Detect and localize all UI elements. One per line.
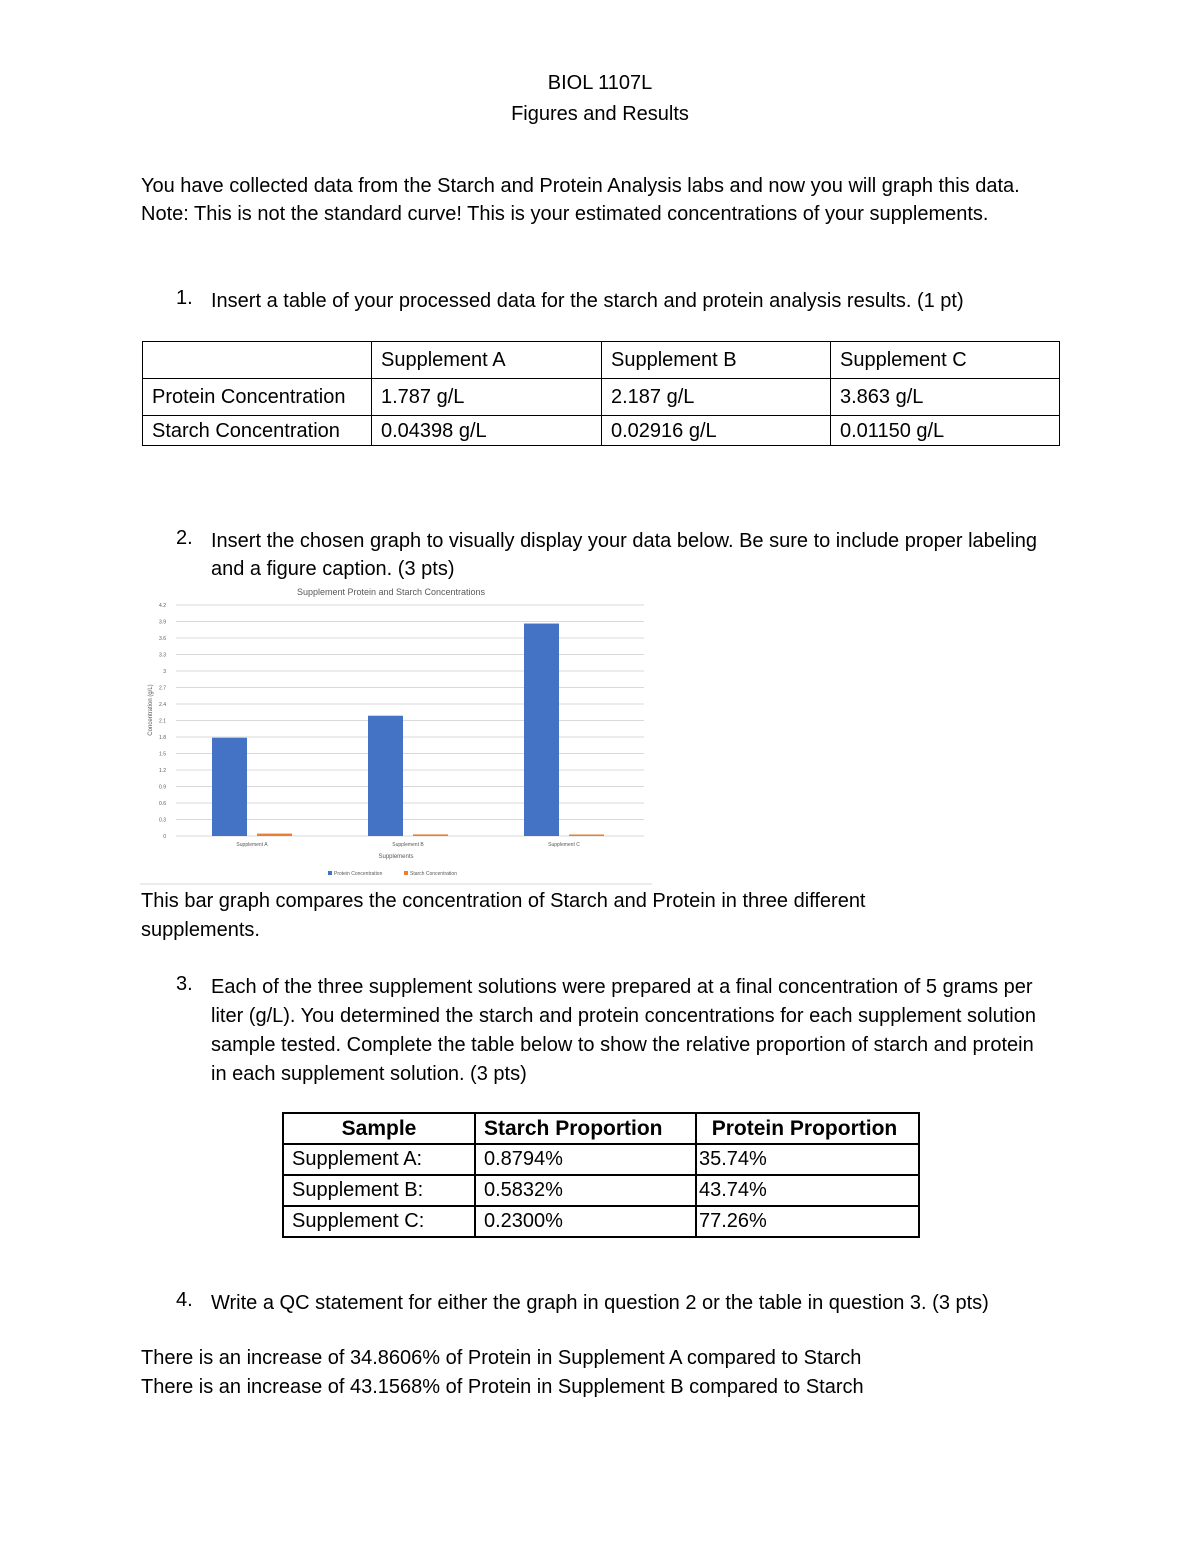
bar-starch-concentration bbox=[257, 834, 292, 836]
question-text: Each of the three supplement solutions were prepared at a final concentration of 5 grams per liter (g/L). You determined the starch and protein concentrations for each supplement solution sample tested. Complete the table below to show the relative proportion of starch and protein in each supplement solution. (3 pts) bbox=[211, 976, 1036, 1085]
table-row bbox=[283, 1206, 919, 1237]
question-text: Insert the chosen graph to visually display your data below. Be sure to include proper labeling and a figure caption. (3 pts) bbox=[211, 530, 1038, 580]
table-cell: Supplement C: bbox=[283, 1206, 475, 1237]
processed-data-table bbox=[142, 341, 1060, 446]
table-cell: Supplement B: bbox=[283, 1175, 475, 1206]
y-tick-label: 1.8 bbox=[159, 735, 166, 741]
table-cell: Starch Proportion bbox=[475, 1113, 696, 1144]
y-tick-label: 3 bbox=[163, 669, 166, 675]
x-tick-label: Supplement A bbox=[236, 842, 268, 848]
bar-protein-concentration bbox=[368, 716, 403, 836]
x-axis-label: Supplements bbox=[378, 854, 414, 860]
proportion-table bbox=[282, 1112, 920, 1238]
legend-swatch bbox=[404, 871, 408, 875]
question-number: 1. bbox=[176, 287, 193, 309]
table-header-row bbox=[283, 1113, 919, 1144]
qc-answer-2: There is an increase of 43.1568% of Protein in Supplement B compared to Starch bbox=[141, 1376, 864, 1398]
table-cell: Sample bbox=[283, 1113, 475, 1144]
table-cell: Supplement A bbox=[372, 342, 602, 379]
table-row bbox=[283, 1144, 919, 1175]
y-tick-label: 4.2 bbox=[159, 603, 166, 609]
qc-answer-1: There is an increase of 34.8606% of Protein in Supplement A compared to Starch bbox=[141, 1347, 862, 1369]
question-number: 3. bbox=[176, 973, 193, 995]
legend-label: Protein Concentration bbox=[334, 871, 383, 877]
table-cell: Supplement B bbox=[602, 342, 831, 379]
y-tick-label: 3.6 bbox=[159, 636, 166, 642]
table-row bbox=[283, 1175, 919, 1206]
y-tick-label: 0.9 bbox=[159, 784, 166, 791]
table-cell: 0.02916 g/L bbox=[602, 416, 831, 446]
question-number: 2. bbox=[176, 527, 193, 549]
table-cell: 1.787 g/L bbox=[372, 379, 602, 416]
y-tick-label: 1.5 bbox=[159, 751, 166, 758]
x-tick-label: Supplement C bbox=[548, 842, 580, 848]
figure-caption: This bar graph compares the concentration of Starch and Protein in three different supplements. bbox=[141, 890, 866, 941]
table-row bbox=[143, 416, 1060, 446]
y-tick-label: 2.7 bbox=[159, 685, 166, 692]
table-row bbox=[143, 379, 1060, 416]
intro-paragraph: You have collected data from the Starch and Protein Analysis labs and now you will graph this data. Note: This is not the standard curve! This is your estimated concentrations of your supplements. bbox=[141, 175, 1020, 225]
table-cell: 0.8794% bbox=[475, 1144, 696, 1175]
y-tick-label: 0 bbox=[163, 834, 166, 840]
table-cell: 3.863 g/L bbox=[831, 379, 1060, 416]
table-cell: 77.26% bbox=[696, 1206, 919, 1237]
table-cell: 0.5832% bbox=[475, 1175, 696, 1206]
table-cell: 0.04398 g/L bbox=[372, 416, 602, 446]
course-code: BIOL 1107L bbox=[547, 72, 653, 94]
bar-protein-concentration bbox=[524, 624, 559, 836]
bar-starch-concentration bbox=[413, 834, 448, 836]
table-cell: 43.74% bbox=[696, 1175, 919, 1206]
table-cell: 0.2300% bbox=[475, 1206, 696, 1237]
chart-title: Supplement Protein and Starch Concentrations bbox=[296, 587, 486, 597]
bar-protein-concentration bbox=[212, 738, 247, 836]
legend-swatch bbox=[328, 871, 332, 875]
table-cell: Starch Concentration bbox=[143, 416, 372, 446]
y-tick-label: 0.3 bbox=[159, 817, 166, 824]
x-tick-label: Supplement B bbox=[392, 842, 424, 848]
table-cell: Protein Proportion bbox=[696, 1113, 919, 1144]
y-tick-label: 3.9 bbox=[159, 619, 166, 626]
y-tick-label: 0.6 bbox=[159, 801, 166, 807]
y-tick-label: 1.2 bbox=[159, 768, 166, 774]
y-tick-label: 3.3 bbox=[159, 652, 166, 659]
legend-label: Starch Concentration bbox=[410, 871, 457, 877]
table-cell: 0.01150 g/L bbox=[831, 416, 1060, 446]
page-title: Figures and Results bbox=[511, 103, 689, 125]
y-tick-label: 2.4 bbox=[159, 702, 166, 708]
table-header-row bbox=[143, 342, 1060, 379]
y-tick-label: 2.1 bbox=[159, 718, 166, 725]
table-cell: Protein Concentration bbox=[143, 379, 372, 416]
table-cell bbox=[143, 342, 372, 379]
concentration-bar-chart bbox=[140, 580, 652, 885]
bar-starch-concentration bbox=[569, 835, 604, 837]
y-axis-label: Concentration (g/L) bbox=[148, 684, 154, 736]
table-cell: Supplement A: bbox=[283, 1144, 475, 1175]
table-cell: Supplement C bbox=[831, 342, 1060, 379]
question-number: 4. bbox=[176, 1289, 193, 1311]
question-text: Write a QC statement for either the graph in question 2 or the table in question 3. (3 pts) bbox=[211, 1292, 989, 1314]
table-cell: 35.74% bbox=[696, 1144, 919, 1175]
question-text: Insert a table of your processed data for the starch and protein analysis results. (1 pt) bbox=[211, 290, 964, 312]
table-cell: 2.187 g/L bbox=[602, 379, 831, 416]
